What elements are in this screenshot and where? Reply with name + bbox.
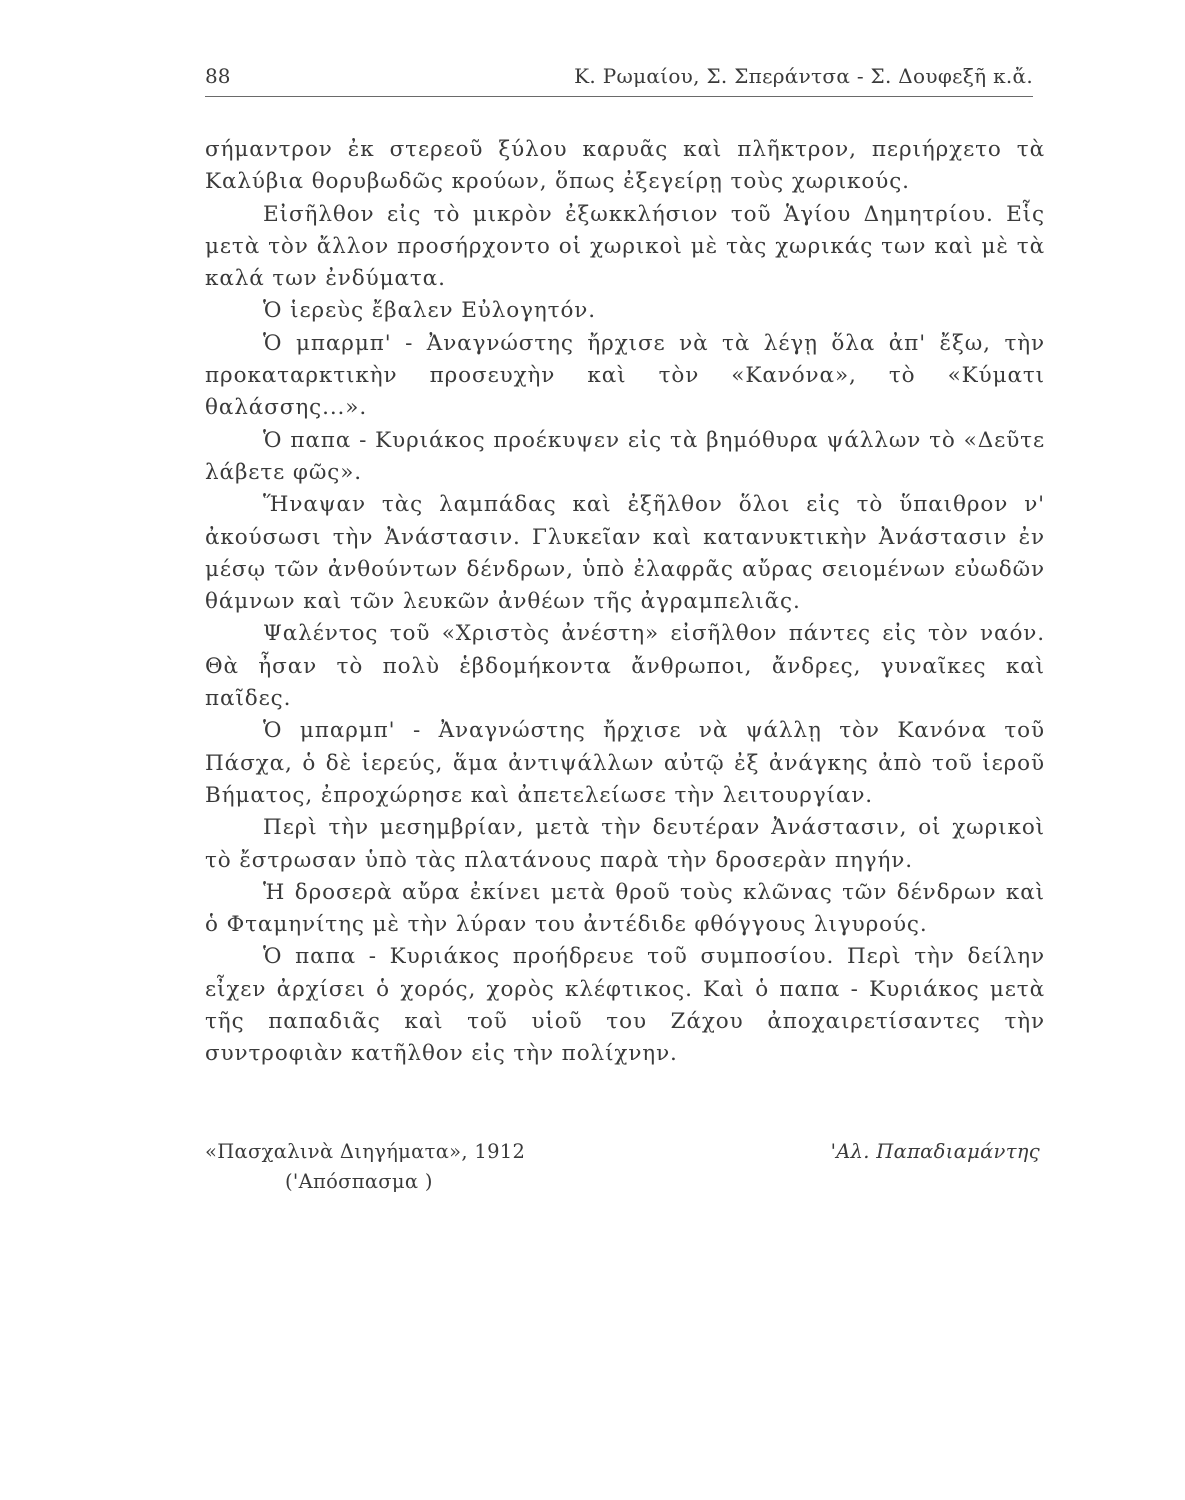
paragraph: Εἰσῆλθον εἰς τὸ μικρὸν ἐξωκκλήσιον τοῦ Ἁγίου Δημητρίου. Εἷς μετὰ τὸν ἄλλον προσήρχοντο οἱ χωρικοὶ μὲ τὰς χωρικάς των καὶ μὲ τὰ καλά των ἐνδύματα. bbox=[205, 201, 1045, 292]
paragraph: Ἡ δροσερὰ αὔρα ἐκίνει μετὰ θροῦ τοὺς κλῶνας τῶν δένδρων καὶ ὁ Φταμηνίτης μὲ τὴν λύραν του ἀντέδιδε φθόγγους λιγυρούς. bbox=[205, 879, 1045, 938]
paragraph: Περὶ τὴν μεσημβρίαν, μετὰ τὴν δευτέραν Ἀνάστασιν, οἱ χωρικοὶ τὸ ἔστρωσαν ὑπὸ τὰς πλατάνους παρὰ τὴν δροσερὰν πηγήν. bbox=[205, 815, 1045, 873]
paragraph: Ὁ μπαρμπ' - Ἀναγνώστης ἤρχισε νὰ τὰ λέγῃ ὅλα ἀπ' ἔξω, τὴν προκαταρκτικὴν προσευχὴν καὶ τὸν «Κανόνα», τὸ «Κύματι θαλάσσης...». bbox=[205, 330, 1045, 421]
source-footer bbox=[205, 1140, 1040, 1200]
source-title: «Πασχαλινὰ Διηγήματα», 1912 bbox=[205, 1140, 526, 1163]
paragraph: Ψαλέντος τοῦ «Χριστὸς ἀνέστη» εἰσῆλθον πάντες εἰς τὸν ναόν. Θὰ ἦσαν τὸ πολὺ ἑβδομήκοντα ἄνθρωποι, ἄνδρες, γυναῖκες καὶ παῖδες. bbox=[205, 621, 1045, 712]
page-header bbox=[205, 62, 1033, 97]
paragraph: Ἥναψαν τὰς λαμπάδας καὶ ἐξῆλθον ὅλοι εἰς τὸ ὕπαιθρον ν' ἀκούσωσι τὴν Ἀνάστασιν. Γλυκεῖαν καὶ κατανυκτικὴν Ἀνάστασιν ἐν μέσῳ τῶν ἀνθούντων δένδρων, ὑπὸ ἐλαφρᾶς αὔρας σειομένων εὐωδῶν θάμνων καὶ τῶν λευκῶν ἀνθέων τῆς ἀγραμπελιᾶς. bbox=[205, 492, 1045, 615]
source-note: ('Απόσπασμα ) bbox=[285, 1170, 433, 1193]
paragraph: Ὁ ἱερεὺς ἔβαλεν Εὐλογητόν. bbox=[263, 298, 597, 324]
paragraph: Ὁ παπα - Κυριάκος προήδρευε τοῦ συμποσίου. Περὶ τὴν δείλην εἶχεν ἀρχίσει ὁ χορός, χορὸς κλέφτικος. Καὶ ὁ παπα - Κυριάκος μετὰ τῆς παπαδιᾶς καὶ τοῦ υἱοῦ του Ζάχου ἀποχαιρετίσαντες τὴν συντροφιὰν κατῆλθον εἰς τὴν πολίχνην. bbox=[205, 944, 1045, 1067]
page-number: 88 bbox=[205, 64, 231, 88]
body-text bbox=[205, 134, 1045, 1071]
paragraph: Ὁ μπαρμπ' - Ἀναγνώστης ἤρχισε νὰ ψάλλῃ τὸν Κανόνα τοῦ Πάσχα, ὁ δὲ ἱερεύς, ἅμα ἀντιψάλλων αὐτῷ ἐξ ἀνάγκης ἀπὸ τοῦ ἱεροῦ Βήματος, ἐπροχώρησε καὶ ἀπετελείωσε τὴν λειτουργίαν. bbox=[205, 718, 1045, 808]
author-name: 'Αλ. Παπαδιαμάντης bbox=[830, 1140, 1040, 1163]
paragraph: Ὁ παπα - Κυριάκος προέκυψεν εἰς τὰ βημόθυρα ψάλλων τὸ «Δεῦτε λάβετε φῶς». bbox=[205, 427, 1045, 485]
paragraph: σήμαντρον ἐκ στερεοῦ ξύλου καρυᾶς καὶ πλῆκτρον, περιήρχετο τὰ Καλύβια θορυβωδῶς κρούων, ὅπως ἐξεγείρῃ τοὺς χωρικούς. bbox=[205, 137, 1045, 195]
running-head: Κ. Ρωμαίου, Σ. Σπεράντσα - Σ. Δουφεξῆ κ.ἄ. bbox=[574, 64, 1033, 88]
